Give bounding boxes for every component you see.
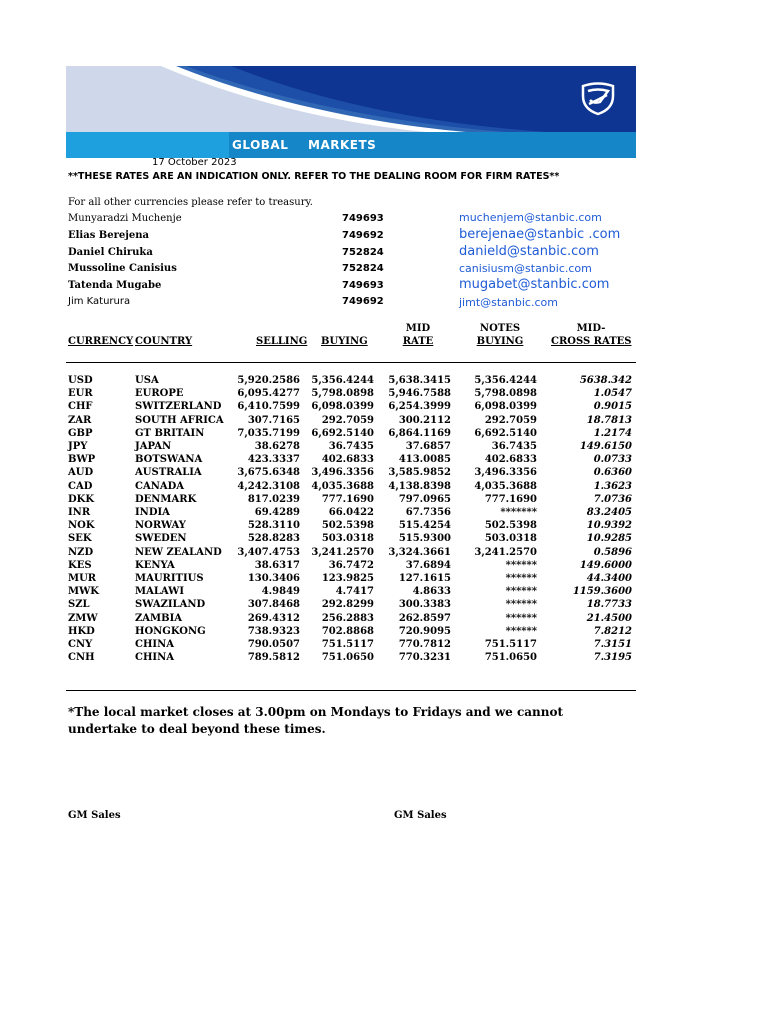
col-header-country: COUNTRY (135, 336, 193, 347)
cell-notes: 36.7435 (491, 441, 537, 452)
contact-ext: 749692 (342, 296, 384, 307)
cell-country: NORWAY (135, 520, 186, 532)
cell-buying: 4.7417 (335, 586, 374, 598)
cell-country: BOTSWANA (135, 454, 203, 466)
cell-notes: 777.1690 (484, 493, 537, 505)
cell-country: CHINA (135, 652, 174, 664)
table-row (0, 613, 768, 626)
cell-country: EUROPE (135, 388, 184, 400)
cell-cross: 149.6000 (579, 559, 632, 571)
cell-mid: 262.8597 (398, 612, 451, 624)
cell-selling: 307.8468 (247, 599, 300, 611)
signature-left: GM Sales (68, 810, 121, 821)
cell-mid: 127.1615 (398, 573, 451, 584)
table-row (0, 533, 768, 546)
cell-selling: 38.6317 (254, 559, 300, 571)
cell-mid: 5,946.7588 (388, 388, 451, 400)
cell-notes: 751.0650 (484, 652, 537, 664)
contact-name: Daniel Chiruka (68, 247, 153, 258)
table-row (0, 415, 768, 428)
cell-buying: 402.6833 (321, 454, 374, 466)
cell-notes: ******* (500, 507, 537, 518)
cell-country: NEW ZEALAND (135, 546, 222, 558)
contact-name: Tatenda Mugabe (68, 280, 162, 291)
contact-email-link[interactable]: muchenjem@stanbic.com (459, 211, 602, 224)
contact-ext: 749693 (342, 213, 384, 224)
table-row (0, 626, 768, 639)
cell-country: USA (135, 375, 159, 386)
cell-mid: 4.8633 (412, 586, 451, 598)
cell-selling: 528.8283 (247, 533, 300, 545)
cell-cross: 1159.3600 (572, 586, 632, 598)
contact-email-link[interactable]: berejenae@stanbic .com (459, 227, 621, 242)
cell-selling: 3,407.4753 (237, 546, 300, 558)
cell-mid: 720.9095 (398, 625, 451, 637)
cell-mid: 300.2112 (398, 414, 451, 426)
cell-code: NZD (68, 546, 94, 558)
cell-buying: 66.0422 (328, 507, 374, 518)
cell-cross: 10.9392 (586, 520, 632, 532)
cell-mid: 3,585.9852 (388, 467, 451, 479)
cell-mid: 515.9300 (398, 533, 451, 545)
table-row (0, 494, 768, 507)
cell-buying: 751.5117 (321, 639, 374, 650)
table-top-rule (66, 362, 636, 363)
cell-buying: 36.7435 (328, 441, 374, 452)
col-header-mid-top: MID (405, 323, 431, 334)
cell-notes: 503.0318 (484, 533, 537, 545)
cell-buying: 4,035.3688 (311, 480, 374, 492)
cell-cross: 149.6150 (579, 441, 632, 452)
cell-code: AUD (68, 467, 94, 479)
cell-notes: 5,798.0898 (474, 388, 537, 400)
cell-notes: 5,356.4244 (474, 375, 537, 386)
signature-right: GM Sales (394, 810, 447, 821)
cell-code: MUR (68, 573, 97, 584)
cell-selling: 817.0239 (247, 493, 300, 505)
cell-mid: 770.3231 (398, 652, 451, 664)
cell-notes: 402.6833 (484, 454, 537, 466)
cell-selling: 69.4289 (254, 507, 300, 518)
cell-notes: 502.5398 (484, 520, 537, 532)
cell-cross: 18.7813 (586, 414, 632, 426)
contact-ext: 749692 (342, 230, 384, 241)
cell-buying: 3,496.3356 (311, 467, 374, 479)
cell-selling: 7,035.7199 (237, 427, 300, 439)
cell-code: SZL (68, 599, 90, 611)
cell-code: NOK (68, 520, 95, 532)
cell-country: SWAZILAND (135, 599, 206, 611)
col-header-notes-bottom: BUYING (476, 336, 524, 347)
contact-email-link[interactable]: canisiusm@stanbic.com (459, 262, 592, 275)
market-close-note: *The local market closes at 3.00pm on Mondays to Fridays and we cannot undertake to deal beyond these times. (68, 705, 564, 736)
cell-country: SWITZERLAND (135, 401, 222, 413)
cell-buying: 123.9825 (321, 573, 374, 584)
cell-cross: 1.2174 (593, 427, 632, 439)
cell-cross: 0.0733 (593, 454, 632, 466)
cell-country: ZAMBIA (135, 612, 183, 624)
cell-country: DENMARK (135, 493, 197, 505)
cell-country: GT BRITAIN (135, 427, 205, 439)
cell-buying: 256.2883 (321, 612, 374, 624)
cell-country: AUSTRALIA (135, 467, 202, 479)
cell-selling: 3,675.6348 (237, 467, 300, 479)
cell-buying: 36.7472 (328, 559, 374, 571)
contact-ext: 752824 (342, 263, 384, 274)
cell-cross: 44.3400 (586, 573, 632, 584)
contact-email-link[interactable]: danield@stanbic.com (459, 244, 599, 259)
cell-code: BWP (68, 454, 96, 466)
cell-cross: 10.9285 (586, 533, 632, 545)
cell-notes: ****** (505, 559, 537, 571)
section-tab (229, 132, 636, 158)
cell-mid: 67.7356 (405, 507, 451, 518)
cell-cross: 7.0736 (593, 493, 632, 505)
cell-selling: 38.6278 (254, 441, 300, 452)
cell-selling: 789.5812 (247, 652, 300, 664)
cell-buying: 502.5398 (321, 520, 374, 532)
cell-notes: 3,496.3356 (474, 467, 537, 479)
cell-country: KENYA (135, 559, 175, 571)
cell-mid: 6,254.3999 (388, 401, 451, 413)
cell-mid: 797.0965 (398, 493, 451, 505)
col-header-notes-top: NOTES (479, 323, 521, 334)
cell-mid: 515.4254 (398, 520, 451, 532)
table-row (0, 375, 768, 388)
table-row (0, 388, 768, 401)
cell-mid: 4,138.8398 (388, 480, 451, 492)
cell-selling: 6,095.4277 (237, 388, 300, 400)
cell-selling: 307.7165 (247, 414, 300, 426)
cell-code: CNY (68, 639, 93, 650)
cell-mid: 37.6894 (405, 559, 451, 571)
cell-code: CAD (68, 480, 93, 492)
cell-code: ZAR (68, 414, 92, 426)
cell-notes: ****** (505, 625, 537, 637)
cell-buying: 702.8868 (321, 625, 374, 637)
cell-cross: 0.6360 (593, 467, 632, 479)
cell-buying: 6,692.5140 (311, 427, 374, 439)
cell-buying: 751.0650 (321, 652, 374, 664)
cell-selling: 130.3406 (247, 573, 300, 584)
cell-mid: 6,864.1169 (388, 427, 451, 439)
cell-country: INDIA (135, 507, 170, 518)
cell-mid: 3,324.3661 (388, 546, 451, 558)
cell-notes: ****** (505, 599, 537, 611)
header-banner (66, 66, 636, 132)
table-row (0, 586, 768, 599)
cell-mid: 770.7812 (398, 639, 451, 650)
table-bottom-rule (66, 690, 636, 691)
cell-notes: 3,241.2570 (474, 546, 537, 558)
bar-word-markets: MARKETS (308, 138, 377, 152)
cell-code: JPY (68, 441, 88, 452)
cell-selling: 4.9849 (261, 586, 300, 598)
cell-code: CNH (68, 652, 95, 664)
cell-buying: 503.0318 (321, 533, 374, 545)
cell-code: USD (68, 375, 93, 386)
cell-code: MWK (68, 586, 99, 598)
cell-country: SOUTH AFRICA (135, 414, 224, 426)
cell-buying: 5,356.4244 (311, 375, 374, 386)
section-bar (66, 132, 636, 158)
table-row (0, 401, 768, 414)
cell-selling: 269.4312 (247, 612, 300, 624)
cell-notes: 292.7059 (484, 414, 537, 426)
cell-country: MAURITIUS (135, 573, 204, 584)
table-row (0, 639, 768, 652)
table-row (0, 481, 768, 494)
cell-notes: ****** (505, 586, 537, 598)
cell-code: GBP (68, 427, 93, 439)
cell-cross: 83.2405 (586, 507, 632, 518)
report-date: 17 October 2023 (152, 157, 237, 168)
shield-logo-icon (580, 82, 616, 116)
cell-cross: 21.4500 (586, 612, 632, 624)
cell-code: INR (68, 507, 91, 518)
table-row (0, 441, 768, 454)
contact-email-link[interactable]: mugabet@stanbic.com (459, 277, 610, 292)
table-row (0, 547, 768, 560)
contact-name: Elias Berejena (68, 230, 149, 241)
cell-country: MALAWI (135, 586, 185, 598)
table-row (0, 599, 768, 612)
cell-mid: 37.6857 (405, 441, 451, 452)
contact-ext: 752824 (342, 247, 384, 258)
cell-selling: 790.0507 (247, 639, 300, 650)
cell-cross: 0.9015 (593, 401, 632, 413)
col-header-cross-top: MID- (576, 323, 606, 334)
cell-cross: 0.5896 (593, 546, 632, 558)
contact-ext: 749693 (342, 280, 384, 291)
refer-text: For all other currencies please refer to treasury. (68, 197, 313, 208)
cell-cross: 1.3623 (593, 480, 632, 492)
cell-buying: 3,241.2570 (311, 546, 374, 558)
cell-mid: 300.3383 (398, 599, 451, 611)
cell-code: CHF (68, 401, 93, 413)
cell-mid: 413.0085 (398, 454, 451, 466)
contact-name: Munyaradzi Muchenje (68, 213, 182, 224)
cell-selling: 5,920.2586 (237, 375, 300, 386)
cell-selling: 423.3337 (247, 454, 300, 466)
cell-notes: ****** (505, 612, 537, 624)
cell-notes: 6,098.0399 (474, 401, 537, 413)
col-header-buying: BUYING (321, 336, 368, 347)
cell-country: CANADA (135, 480, 185, 492)
cell-cross: 7.3151 (593, 639, 632, 650)
cell-buying: 292.8299 (321, 599, 374, 611)
cell-notes: ****** (505, 573, 537, 584)
cell-code: DKK (68, 493, 95, 505)
cell-notes: 4,035.3688 (474, 480, 537, 492)
col-header-selling: SELLING (256, 336, 308, 347)
cell-notes: 751.5117 (484, 639, 537, 650)
cell-code: ZMW (68, 612, 98, 624)
table-row (0, 428, 768, 441)
cell-selling: 738.9323 (247, 625, 300, 637)
cell-code: SEK (68, 533, 92, 545)
cell-cross: 5638.342 (579, 375, 632, 386)
contact-email-link[interactable]: jimt@stanbic.com (459, 296, 558, 309)
cell-notes: 6,692.5140 (474, 427, 537, 439)
contact-name: Mussoline Canisius (68, 263, 177, 274)
cell-selling: 4,242.3108 (237, 480, 300, 492)
col-header-mid-bottom: RATE (402, 336, 434, 347)
disclaimer: **THESE RATES ARE AN INDICATION ONLY. REFER TO THE DEALING ROOM FOR FIRM RATES** (68, 171, 560, 182)
table-row (0, 560, 768, 573)
cell-buying: 777.1690 (321, 493, 374, 505)
col-header-cross-bottom: CROSS RATES (551, 336, 632, 347)
cell-country: JAPAN (135, 441, 172, 452)
cell-selling: 528.3110 (247, 520, 300, 532)
cell-country: SWEDEN (135, 533, 187, 545)
cell-selling: 6,410.7599 (237, 401, 300, 413)
cell-country: CHINA (135, 639, 174, 650)
cell-code: EUR (68, 388, 93, 400)
cell-cross: 18.7733 (586, 599, 632, 611)
table-row (0, 454, 768, 467)
table-row (0, 507, 768, 520)
col-header-currency: CURRENCY (68, 336, 134, 347)
cell-cross: 7.8212 (593, 625, 632, 637)
cell-country: HONGKONG (135, 625, 206, 637)
table-row (0, 573, 768, 586)
cell-mid: 5,638.3415 (388, 375, 451, 386)
bar-word-global: GLOBAL (232, 138, 289, 152)
cell-buying: 292.7059 (321, 414, 374, 426)
cell-buying: 5,798.0898 (311, 388, 374, 400)
cell-cross: 1.0547 (593, 388, 632, 400)
cell-code: KES (68, 559, 92, 571)
cell-code: HKD (68, 625, 95, 637)
cell-cross: 7.3195 (593, 652, 632, 664)
table-row (0, 467, 768, 480)
cell-buying: 6,098.0399 (311, 401, 374, 413)
banner-graphic (66, 66, 636, 132)
table-row (0, 520, 768, 533)
contact-name: Jim Katurura (68, 296, 131, 307)
table-row (0, 652, 768, 665)
